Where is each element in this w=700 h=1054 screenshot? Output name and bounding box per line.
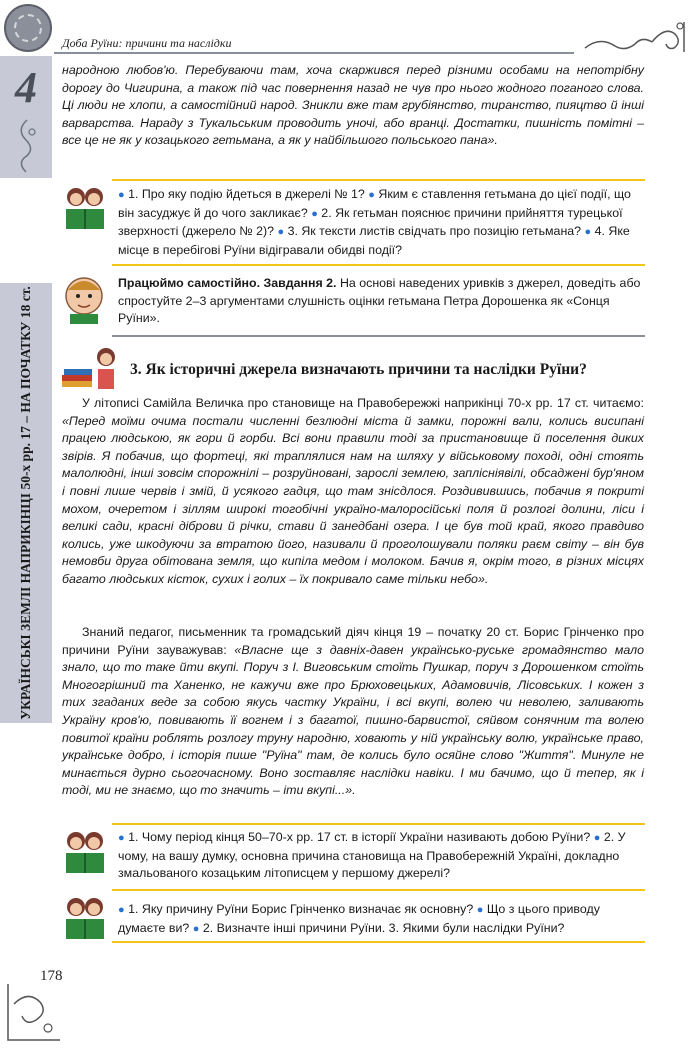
questions-block-1: ● 1. Про яку подію йдеться в джерелі № 1? ● Яким є ставлення гетьмана до цієї події, що він засуджує й до чого закликає? ● 2. Як гетьман пояснює причини прийняття турецької зверхності (джерело № 2)? ● 3. Як тексти листів свідчать про позицію гетьмана? ● 4. Яке місце в перебігові Руїни відігравали обидві події? [118,187,631,257]
emblem-icon [4,4,52,52]
paragraph-lead: У літописі Самійла Величка про становище на Правобережжі наприкінці 70-х рр. 17 ст. читаємо: [82,396,644,410]
divider-rule [112,335,645,337]
students-reading-icon [60,893,110,943]
task-2-block [118,275,646,328]
side-band-text: УКРАЇНСЬКІ ЗЕМЛІ НАПРИКІНЦІ 50-х рр. 17 – НА ПОЧАТКУ 18 ст. [18,286,33,720]
task-2-lead: Працюймо самостійно. Завдання 2. [118,276,337,290]
task-2-text: На основі наведених уривків з джерел, доведіть або спростуйте 2–3 аргументами слушність оцінки гетьмана Петра Дорошенка як «Сонця Руїни». [118,276,641,326]
divider-rule [112,889,645,891]
quote-hrinchenko: «Власне ще з давніх-давен українсько-руське громадянство мало знало, що то таке йти вкупі. Поруч з І. Виговським стоїть Пушкар, поруч з Дорошенком стоїть Многогрішний та Ханенко, не кажучи вже про Брюховецьких, Адамовичів, Лісовських. І кожен з тих згаданих веде за собою якусь частку України, і всі вкупі, волею чи неволею, заливають Україну кров'ю, повивають її вогнем і з багатої, пишно-барвистої, сяйвом сонячним та волею повитої країни роблять розлогу труну народню, ховають у ній українську волю, українське право, українське добро, і історія пише "Руїна" там, де колись було осяйне слово "Життя". Минуле не минається дурно сьогочасному. Воно зоставляє наслідки навіки. І ми бачимо, що й тепер, як і тоді, ми не знаємо, що то значить – іти вкупі...». [62,642,644,798]
intro-paragraph: народною любов'ю. Перебуваючи там, хоча скаржився перед різними особами на непотрібну дорогу до Чигирина, а також під час повернення назад не чув про нього жодного поганого слова. Ці люди не хлопи, а самостійний народ. Зникли вже там грубіянство, тиранство, пияцтво й інші варварства. Нараду з Тукальським проводить уночі, або вранці. Достатки, пишність помітні – все це не як у козацького гетьмана, а як у найбільшого польського пана». [62,63,644,148]
paragraph-hrinchenko [62,624,644,800]
chapter-ornament-icon [12,118,42,174]
section-title: 3. Як історичні джерела визначають причини та наслідки Руїни? [130,361,587,378]
bullet-icon: ● [593,832,601,844]
header-ornament-icon [580,16,690,56]
bullet-icon: ● [584,226,592,239]
student-thinking-icon [60,272,110,324]
divider-rule [112,264,645,266]
page-number: 178 [40,968,63,984]
quote-velychko: «Перед моїми очима постали численні безлюдні міста й замки, порожні вали, колись висипані працею людською, як гори й горби. Всі вони правили тоді за пристановище й поселення диких звірів. Я побачив, що фортеці, які траплялися нам на шляху у військовому поході, одні стоять малолюдні, інші зовсім спорожнілі – розруйновані, зарослі землею, заплісніявілі, обсаджені бур'яном і повні лише червів і змій, й усякого гадця, що там знісдлося. Роздивившись, побачив я покриті мохом, очеретом і зіллям широкі тогобічні україно-малоросійські поля й розлогі долини, ліси і великі сади, красні діброви й річки, стави й занедбані озера. І це був той край, якого правдиво колись, уже шкодуючи за втратою його, називали й проголошували поляки раєм світу – він був немовби друга обітована земля, що кипіла медом і молоком. Бачив я, окрім того, в різних місцях багато людських кісток, сухих і голих – їх покривало саме тільки небо». [62,413,644,586]
bullet-icon: ● [192,922,200,935]
paragraph-lead: Знаний педагог, письменник та громадський діяч кінця 19 – початку 20 ст. Борис Грінченко про причини Руїни зауважував: [62,625,644,657]
students-reading-icon [60,827,110,877]
chapter-number: 4 [15,63,37,112]
questions-block-3: ● 1. Яку причину Руїни Борис Грінченко визначає як основну? ● Що з цього приводу думаєте ви? ● 2. Визначте інші причини Руїни. 3. Якими були наслідки Руїни? [118,902,600,935]
divider-rule [112,823,645,825]
bullet-icon: ● [277,226,285,239]
bullet-icon: ● [118,189,125,201]
paragraph-velychko [62,395,644,589]
bullet-icon: ● [118,904,125,916]
bullet-icon: ● [118,832,125,844]
divider-rule [112,941,645,943]
questions-block-2: ● 1. Чому період кінця 50–70-х рр. 17 ст. в історії України називають добою Руїни? ● 2. У чому, на вашу думку, основна причина становища на Правобережній Україні, докладно змальованого козацьким літописцем у першому джерелі? [118,830,626,881]
divider-rule [112,179,645,181]
footer-ornament-icon [4,980,64,1046]
students-reading-icon [60,183,110,233]
bullet-icon: ● [476,904,484,916]
bullet-icon: ● [311,207,318,220]
header-title: Доба Руїни: причини та наслідки [62,36,232,50]
books-student-icon [60,345,124,391]
bullet-icon: ● [368,189,375,201]
